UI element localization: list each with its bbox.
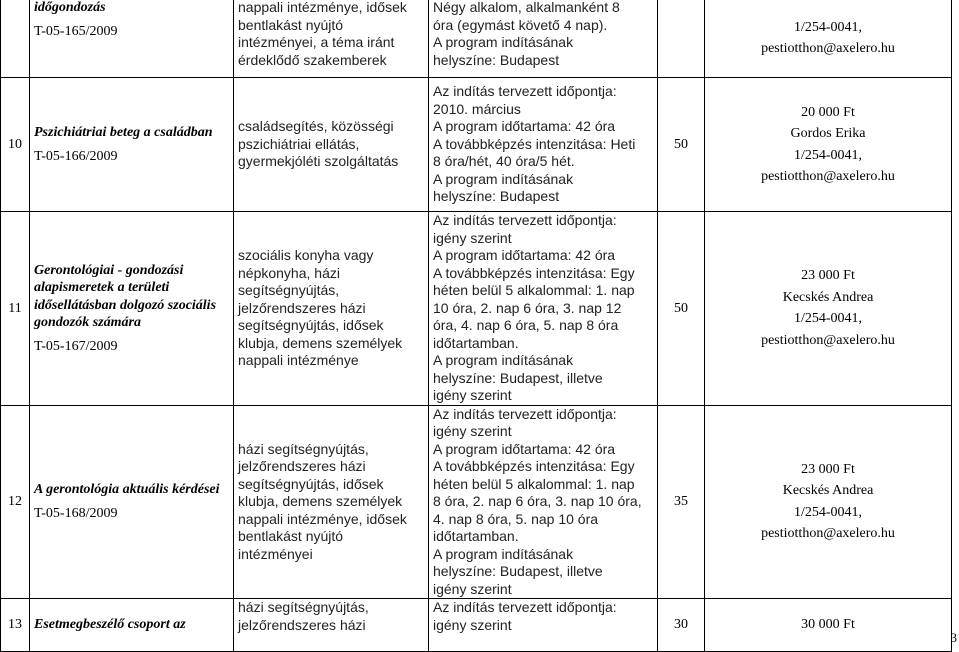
table-row (1, 0, 952, 78)
page-number: 3 (950, 630, 957, 645)
fee-contact-cell (705, 78, 952, 212)
fee-contact-line: pestiotthon@axelero.hu (761, 332, 895, 348)
schedule-line: időtartamban. (433, 334, 519, 351)
row-number (1, 0, 30, 78)
schedule-line: igény szerint (433, 229, 512, 246)
target-group-line: segítségnyújtás, (238, 282, 340, 298)
schedule-line: 8 óra/hét, 40 óra/5 hét. (433, 153, 575, 170)
fee-contact-line: pestiotthon@axelero.hu (761, 41, 895, 56)
hours-cell: 30 (658, 599, 705, 652)
schedule-line: helyszíne: Budapest (433, 188, 560, 205)
fee-contact-cell (705, 405, 952, 599)
schedule-cell (429, 78, 658, 212)
schedule-cell (429, 405, 658, 599)
fee-contact-cell (705, 0, 952, 78)
row-number: 13 (1, 599, 30, 652)
target-group-line: házi segítségnyújtás, (238, 599, 369, 615)
fee-contact-line: Kecskés Andrea (782, 289, 874, 305)
target-group-cell (234, 599, 429, 652)
target-group-line: jelzőrendszeres házi (238, 458, 366, 474)
row-number: 10 (1, 78, 30, 212)
target-group-line: családsegítés, közösségi (238, 118, 394, 135)
target-group-line: szociális konyha vagy (238, 247, 374, 263)
schedule-line: A program időtartama: 42 óra (433, 440, 616, 457)
fee-contact-line: 1/254-0041, (793, 19, 863, 35)
fee-contact-line: 1/254-0041, (793, 147, 863, 163)
schedule-line: Az indítás tervezett időpontja: (433, 83, 617, 100)
fee-contact-line: 1/254-0041, (793, 311, 863, 327)
fee-contact-line: 23 000 Ft (801, 461, 855, 477)
table-row (1, 212, 952, 406)
course-code: T-05-168/2009 (34, 505, 118, 521)
course-title: Gerontológiai - gondozási alapismeretek a területi idősellátásban dolgozó szociális gondozók számára (34, 262, 217, 330)
course-title-cell (30, 78, 234, 212)
row-number: 11 (1, 212, 30, 406)
course-code: T-05-167/2009 (34, 338, 118, 354)
fee-contact-cell (705, 212, 952, 406)
schedule-line: 10 óra, 2. nap 6 óra, 3. nap 12 (433, 299, 622, 316)
schedule-cell (429, 0, 658, 78)
schedule-line: óra, 4. nap 6 óra, 5. nap 8 óra (433, 317, 619, 333)
hours-cell (658, 0, 705, 78)
schedule-line: Az indítás tervezett időpontja: (433, 599, 617, 615)
target-group-line: érdeklődő szakemberek (238, 51, 387, 68)
schedule-line: héten belül 5 alkalommal: 1. nap (433, 282, 635, 298)
table-row (1, 599, 952, 652)
schedule-line: 8 óra, 2. nap 6 óra, 3. nap 10 óra, (433, 493, 642, 509)
schedule-cell (429, 599, 658, 652)
schedule-line: helyszíne: Budapest (433, 51, 560, 68)
fee-contact-line: 30 000 Ft (801, 617, 855, 633)
target-group-line: segítségnyújtás, idősek (238, 475, 384, 492)
course-title: Esetmegbeszélő csoport az (34, 617, 186, 633)
fee-contact-cell (705, 599, 952, 652)
target-group-line: segítségnyújtás, idősek (238, 317, 384, 333)
target-group-line: nappali intézménye, idősek (238, 0, 407, 15)
target-group-cell (234, 405, 429, 599)
course-title-cell (30, 405, 234, 599)
target-group-line: népkonyha, házi (238, 264, 340, 281)
fee-contact-line: pestiotthon@axelero.hu (761, 169, 895, 184)
schedule-line: A program időtartama: 42 óra (433, 118, 616, 135)
fee-contact-line: 1/254-0041, (793, 504, 863, 520)
course-title-cell (30, 599, 234, 652)
target-group-line: bentlakást nyújtó (238, 528, 344, 544)
schedule-line: A továbbképzés intenzitása: Egy (433, 458, 635, 474)
schedule-line: Az indítás tervezett időpontja: (433, 405, 617, 422)
schedule-line: helyszíne: Budapest, illetve (433, 369, 603, 386)
row-number: 12 (1, 405, 30, 599)
target-group-line: nappali intézménye (238, 352, 359, 368)
table-row (1, 405, 952, 599)
schedule-line: óra (egymást követő 4 nap). (433, 16, 608, 33)
schedule-line: igény szerint (433, 387, 512, 403)
schedule-line: igény szerint (433, 616, 512, 633)
schedule-line: A továbbképzés intenzitása: Egy (433, 264, 635, 281)
target-group-line: házi segítségnyújtás, (238, 440, 369, 457)
target-group-cell (234, 0, 429, 78)
hours-cell: 35 (658, 405, 705, 599)
schedule-line: héten belül 5 alkalommal: 1. nap (433, 475, 635, 492)
target-group-line: gyermekjóléti szolgáltatás (238, 153, 399, 170)
target-group-line: jelzőrendszeres házi (238, 616, 366, 633)
fee-contact-line: 23 000 Ft (801, 268, 855, 284)
schedule-line: A program indításának (433, 34, 574, 50)
schedule-line: igény szerint (433, 580, 512, 597)
target-group-line: intézményei (238, 545, 313, 562)
target-group-line: klubja, demens személyek (238, 334, 403, 351)
target-group-line: pszichiátriai ellátás, (238, 135, 360, 152)
target-group-line: bentlakást nyújtó (238, 16, 344, 33)
schedule-line: A program indításának (433, 170, 574, 187)
course-title-cell (30, 0, 234, 78)
schedule-line: igény szerint (433, 423, 512, 439)
schedule-line: A program indításának (433, 545, 574, 562)
hours-cell: 50 (658, 212, 705, 406)
course-title-cell (30, 212, 234, 406)
course-code: T-05-165/2009 (34, 23, 118, 39)
target-group-line: jelzőrendszeres házi (238, 299, 366, 316)
fee-contact-line: Kecskés Andrea (782, 483, 874, 499)
fee-contact-line: 20 000 Ft (801, 104, 855, 120)
schedule-line: 2010. március (433, 100, 521, 117)
target-group-cell (234, 212, 429, 406)
schedule-line: időtartamban. (433, 528, 519, 544)
schedule-line: 4. nap 8 óra, 5. nap 10 óra (433, 510, 599, 527)
schedule-line: A továbbképzés intenzitása: Heti (433, 135, 636, 152)
course-title: időgondozás (34, 0, 106, 15)
schedule-line: A program indításának (433, 352, 574, 368)
course-title: A gerontológia aktuális kérdései (34, 482, 220, 498)
target-group-line: nappali intézménye, idősek (238, 510, 407, 527)
schedule-line: helyszíne: Budapest, illetve (433, 563, 603, 579)
target-group-line: klubja, demens személyek (238, 493, 403, 509)
hours-cell: 50 (658, 78, 705, 212)
table-row (1, 78, 952, 212)
fee-contact-line: pestiotthon@axelero.hu (761, 526, 895, 542)
target-group-line: intézményei, a téma iránt (238, 34, 395, 50)
schedule-cell (429, 212, 658, 406)
target-group-cell (234, 78, 429, 212)
schedule-line: Négy alkalom, alkalmanként 8 (433, 0, 620, 15)
schedule-line: A program időtartama: 42 óra (433, 247, 616, 263)
course-title: Pszichiátriai beteg a családban (34, 125, 213, 140)
schedule-line: Az indítás tervezett időpontja: (433, 212, 617, 228)
course-code: T-05-166/2009 (34, 148, 118, 164)
fee-contact-line: Gordos Erika (790, 126, 866, 141)
